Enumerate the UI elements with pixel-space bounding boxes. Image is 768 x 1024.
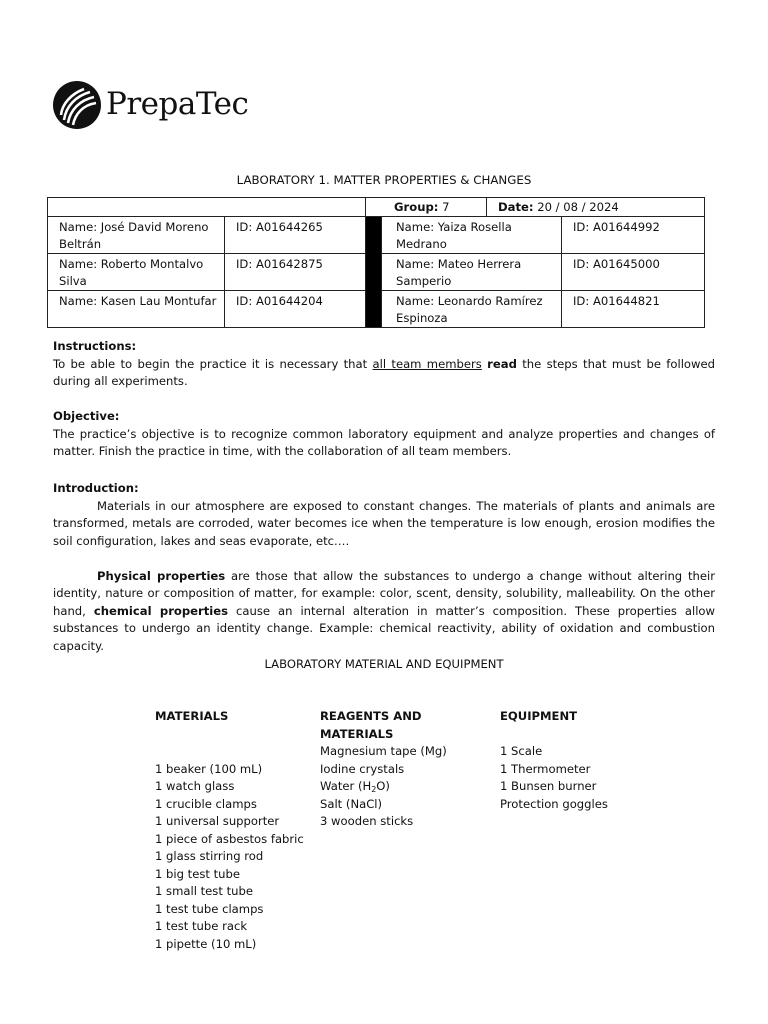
reagents-column — [320, 708, 447, 831]
list-item: 1 Thermometer — [500, 761, 591, 776]
objective-section — [53, 408, 715, 461]
member-id: ID: A01642875 — [225, 254, 366, 291]
member-name: Name: Kasen Lau Montufar — [48, 291, 225, 328]
list-item: 1 glass stirring rod — [155, 849, 264, 863]
logo-text: PrepaTec — [106, 86, 249, 123]
team-table — [47, 197, 705, 328]
tec-flame-logo-icon — [52, 80, 102, 130]
list-item: 1 pipette (10 mL) — [155, 936, 257, 951]
member-name: Name: José David Moreno Beltrán — [48, 217, 225, 254]
lab-material-title: LABORATORY MATERIAL AND EQUIPMENT — [264, 657, 504, 671]
group-cell — [366, 198, 487, 217]
introduction-paragraph-2: Physical properties are those that allow the substances to undergo a change without altering their identity, nature or composition of matter, for example: color, scent, density, solubility, malleability. On the other hand, chemical properties cause an internal alteration in matter’s composition. These properties allow substances to undergo an identity change. Example: chemical reactivity, ability of oxidation and combustion capacity. — [53, 568, 716, 653]
lab-title: LABORATORY 1. MATTER PROPERTIES & CHANGES — [236, 173, 532, 187]
list-item: 1 piece of asbestos fabric — [155, 831, 304, 846]
team-row — [48, 217, 705, 254]
date-label: Date: — [498, 200, 534, 214]
introduction-heading: Introduction: — [53, 481, 139, 495]
instructions-heading: Instructions: — [53, 339, 137, 353]
date-cell — [487, 198, 705, 217]
table-divider — [366, 217, 382, 328]
list-item: 1 crucible clamps — [155, 796, 257, 811]
materials-column — [155, 708, 304, 953]
member-name: Name: Leonardo Ramírez Espinoza — [382, 291, 562, 328]
member-name: Name: Roberto Montalvo Silva — [48, 254, 225, 291]
objective-text: The practice’s objective is to recognize common laboratory equipment and analyze properties and changes of matter. Finish the practice in time, with the collaboration of all team members. — [53, 426, 715, 458]
list-item: Magnesium tape (Mg) — [320, 744, 447, 758]
list-item: 1 beaker (100 mL) — [155, 761, 263, 776]
member-name: Name: Yaiza Rosella Medrano — [382, 217, 562, 254]
reagents-list — [320, 743, 447, 831]
header-spacer — [48, 198, 366, 217]
member-id: ID: A01644265 — [225, 217, 366, 254]
list-item: 1 small test tube — [155, 884, 253, 898]
list-item: 1 watch glass — [155, 779, 235, 793]
member-name: Name: Mateo Herrera Samperio — [382, 254, 562, 291]
list-item: Water $(H_2O)$ — [320, 779, 390, 794]
list-item: 3 wooden sticks — [320, 814, 414, 828]
list-item: 1 universal supporter — [155, 814, 280, 828]
team-table-header-row — [48, 198, 705, 217]
list-item: 1 test tube rack — [155, 919, 248, 933]
equipment-heading: EQUIPMENT — [500, 709, 578, 723]
equipment-column — [500, 708, 608, 813]
prepatec-logo — [52, 78, 248, 132]
introduction-section — [53, 480, 715, 655]
list-item: 1 big test tube — [155, 866, 241, 881]
list-item: 1 test tube clamps — [155, 901, 264, 916]
member-id: ID: A01644821 — [562, 291, 705, 328]
group-value: 7 — [442, 200, 450, 214]
instructions-text: To be able to begin the practice it is necessary that all team members read the steps that must be followed during all experiments. — [53, 356, 715, 388]
list-item: Salt (NaCl) — [320, 796, 383, 811]
member-id: ID: A01645000 — [562, 254, 705, 291]
list-item: Protection goggles — [500, 796, 608, 811]
date-value: 20 / 08 / 2024 — [537, 200, 619, 214]
materials-heading: MATERIALS — [155, 709, 229, 723]
member-id: ID: A01644992 — [562, 217, 705, 254]
reagents-heading-line1: REAGENTS AND — [320, 709, 422, 723]
objective-heading: Objective: — [53, 409, 120, 423]
group-label: Group: — [394, 200, 439, 214]
equipment-list — [500, 743, 608, 813]
instructions-section — [53, 338, 715, 391]
list-item: 1 Scale — [500, 744, 543, 758]
materials-list — [155, 761, 304, 954]
list-item: Iodine crystals — [320, 761, 405, 776]
reagents-heading-line2: MATERIALS — [320, 726, 394, 741]
introduction-paragraph-1: Materials in our atmosphere are exposed to constant changes. The materials of plants and animals are transformed, metals are corroded, water becomes ice when the temperature is low enough, erosion modifies the soil configuration, lakes and seas evaporate, etc.… — [53, 498, 715, 548]
list-item: 1 Bunsen burner — [500, 779, 597, 793]
member-id: ID: A01644204 — [225, 291, 366, 328]
